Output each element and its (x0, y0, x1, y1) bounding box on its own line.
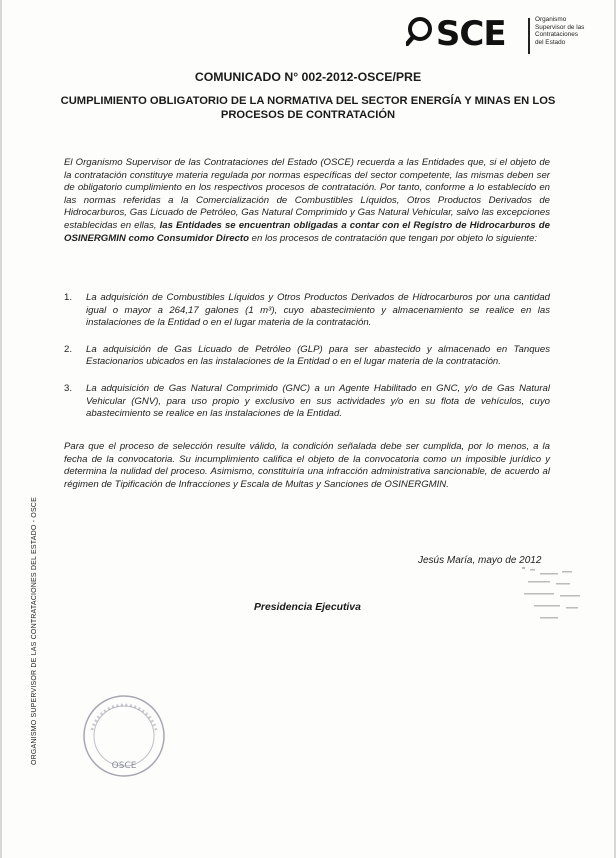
list-item-text: La adquisición de Combustibles Líquidos y Otros Productos Derivados de Hidrocarburos por una cantidad igual o mayor a 264,17 galones (1 m³), cuyo abastecimiento y almacenamiento se realice en las instalaciones de la Entidad o en el lugar materia de la contratación. (86, 292, 550, 329)
osce-logo (408, 12, 608, 58)
list-item-number: 2. (64, 343, 73, 355)
logo-word-rest: SCE (435, 14, 506, 54)
scan-edge-left (0, 0, 2, 858)
intro-text-1: El Organismo Supervisor de las Contrataciones del Estado (OSCE) recuerda a las Entidades que, si el objeto de la contratación constituye materia regulada por normas específicas del sector competente, las mismas deben ser de obligatorio cumplimiento en los respectivos procesos de contratación. Por tanto, conforme a lo establecido en las normas referidas a la Comercialización de Combustibles Líquidos, Otros Productos Derivados de Hidrocarburos, Gas Licuado de Petróleo, Gas Natural Comprimido y Gas Natural Vehicular, salvo las excepciones establecidas en ellas, (64, 157, 550, 231)
list-item (64, 292, 550, 330)
list-item (64, 344, 550, 369)
list-item (64, 383, 550, 421)
intro-text-bold: las Entidades se encuentran obligadas a contar con el Registro de Hidrocarburos de OSINERGMIN como Consumidor Directo (64, 219, 550, 244)
logo-org-line3: Contrataciones (535, 31, 578, 39)
list-item-text: La adquisición de Gas Natural Comprimido (GNC) a un Agente Habilitado en GNC, y/o de Gas Natural Vehicular (GNV), para uso propio y exclusivo en sus actividades y/o en su flota de vehículos, cuyo abastecimiento se realice en las instalaciones de la Entidad. (86, 382, 550, 420)
place-date: Jesús María, mayo de 2012 (418, 555, 542, 566)
side-margin-label: ORGANISMO SUPERVISOR DE LAS CONTRATACIONES DEL ESTADO - OSCE (31, 497, 38, 765)
list-item-text: La adquisición de Gas Licuado de Petróleo (GLP) para ser abastecido y almacenado en Tanques Estacionarios ubicados en las instalaciones de la Entidad o en el lugar materia de la contratación. (86, 343, 550, 368)
official-seal (78, 690, 170, 782)
logo-word (408, 14, 506, 54)
signatory: Presidencia Ejecutiva (254, 602, 361, 613)
logo-org-line4: del Estado (535, 38, 566, 46)
closing-paragraph: Para que el proceso de selección resulte válido, la condición señalada debe ser cumplida, por lo menos, a la fecha de la convocatoria. Su incumplimiento califica el objeto de la convocatoria como un imposible jurídico y determina la nulidad del proceso. Asimismo, constituiría una infracción administrativa sancionable, de acuerdo al régimen de Tipificación de Infracciones y Escala de Multas y Sanciones de OSINERGMIN. (64, 441, 550, 490)
logo-org-name (535, 16, 607, 46)
requirements-list (64, 292, 550, 435)
intro-paragraph (64, 157, 550, 245)
logo-org-line2: Supervisor de las (535, 23, 585, 31)
seal-text: OSCE (111, 761, 137, 771)
intro-text-2: en los procesos de contratación que tengan por objeto lo siguiente: (248, 232, 537, 244)
logo-org-line1: Organismo (535, 16, 567, 23)
document-subtitle: CUMPLIMIENTO OBLIGATORIO DE LA NORMATIVA DEL SECTOR ENERGÍA Y MINAS EN LOS PROCESOS DE CONTRATACIÓN (60, 95, 556, 121)
list-item-number: 1. (64, 292, 73, 303)
document-title: COMUNICADO N° 002-2012-OSCE/PRE (194, 70, 422, 84)
signature-marks (520, 565, 600, 635)
logo-divider (528, 18, 530, 54)
list-item-number: 3. (64, 382, 73, 394)
